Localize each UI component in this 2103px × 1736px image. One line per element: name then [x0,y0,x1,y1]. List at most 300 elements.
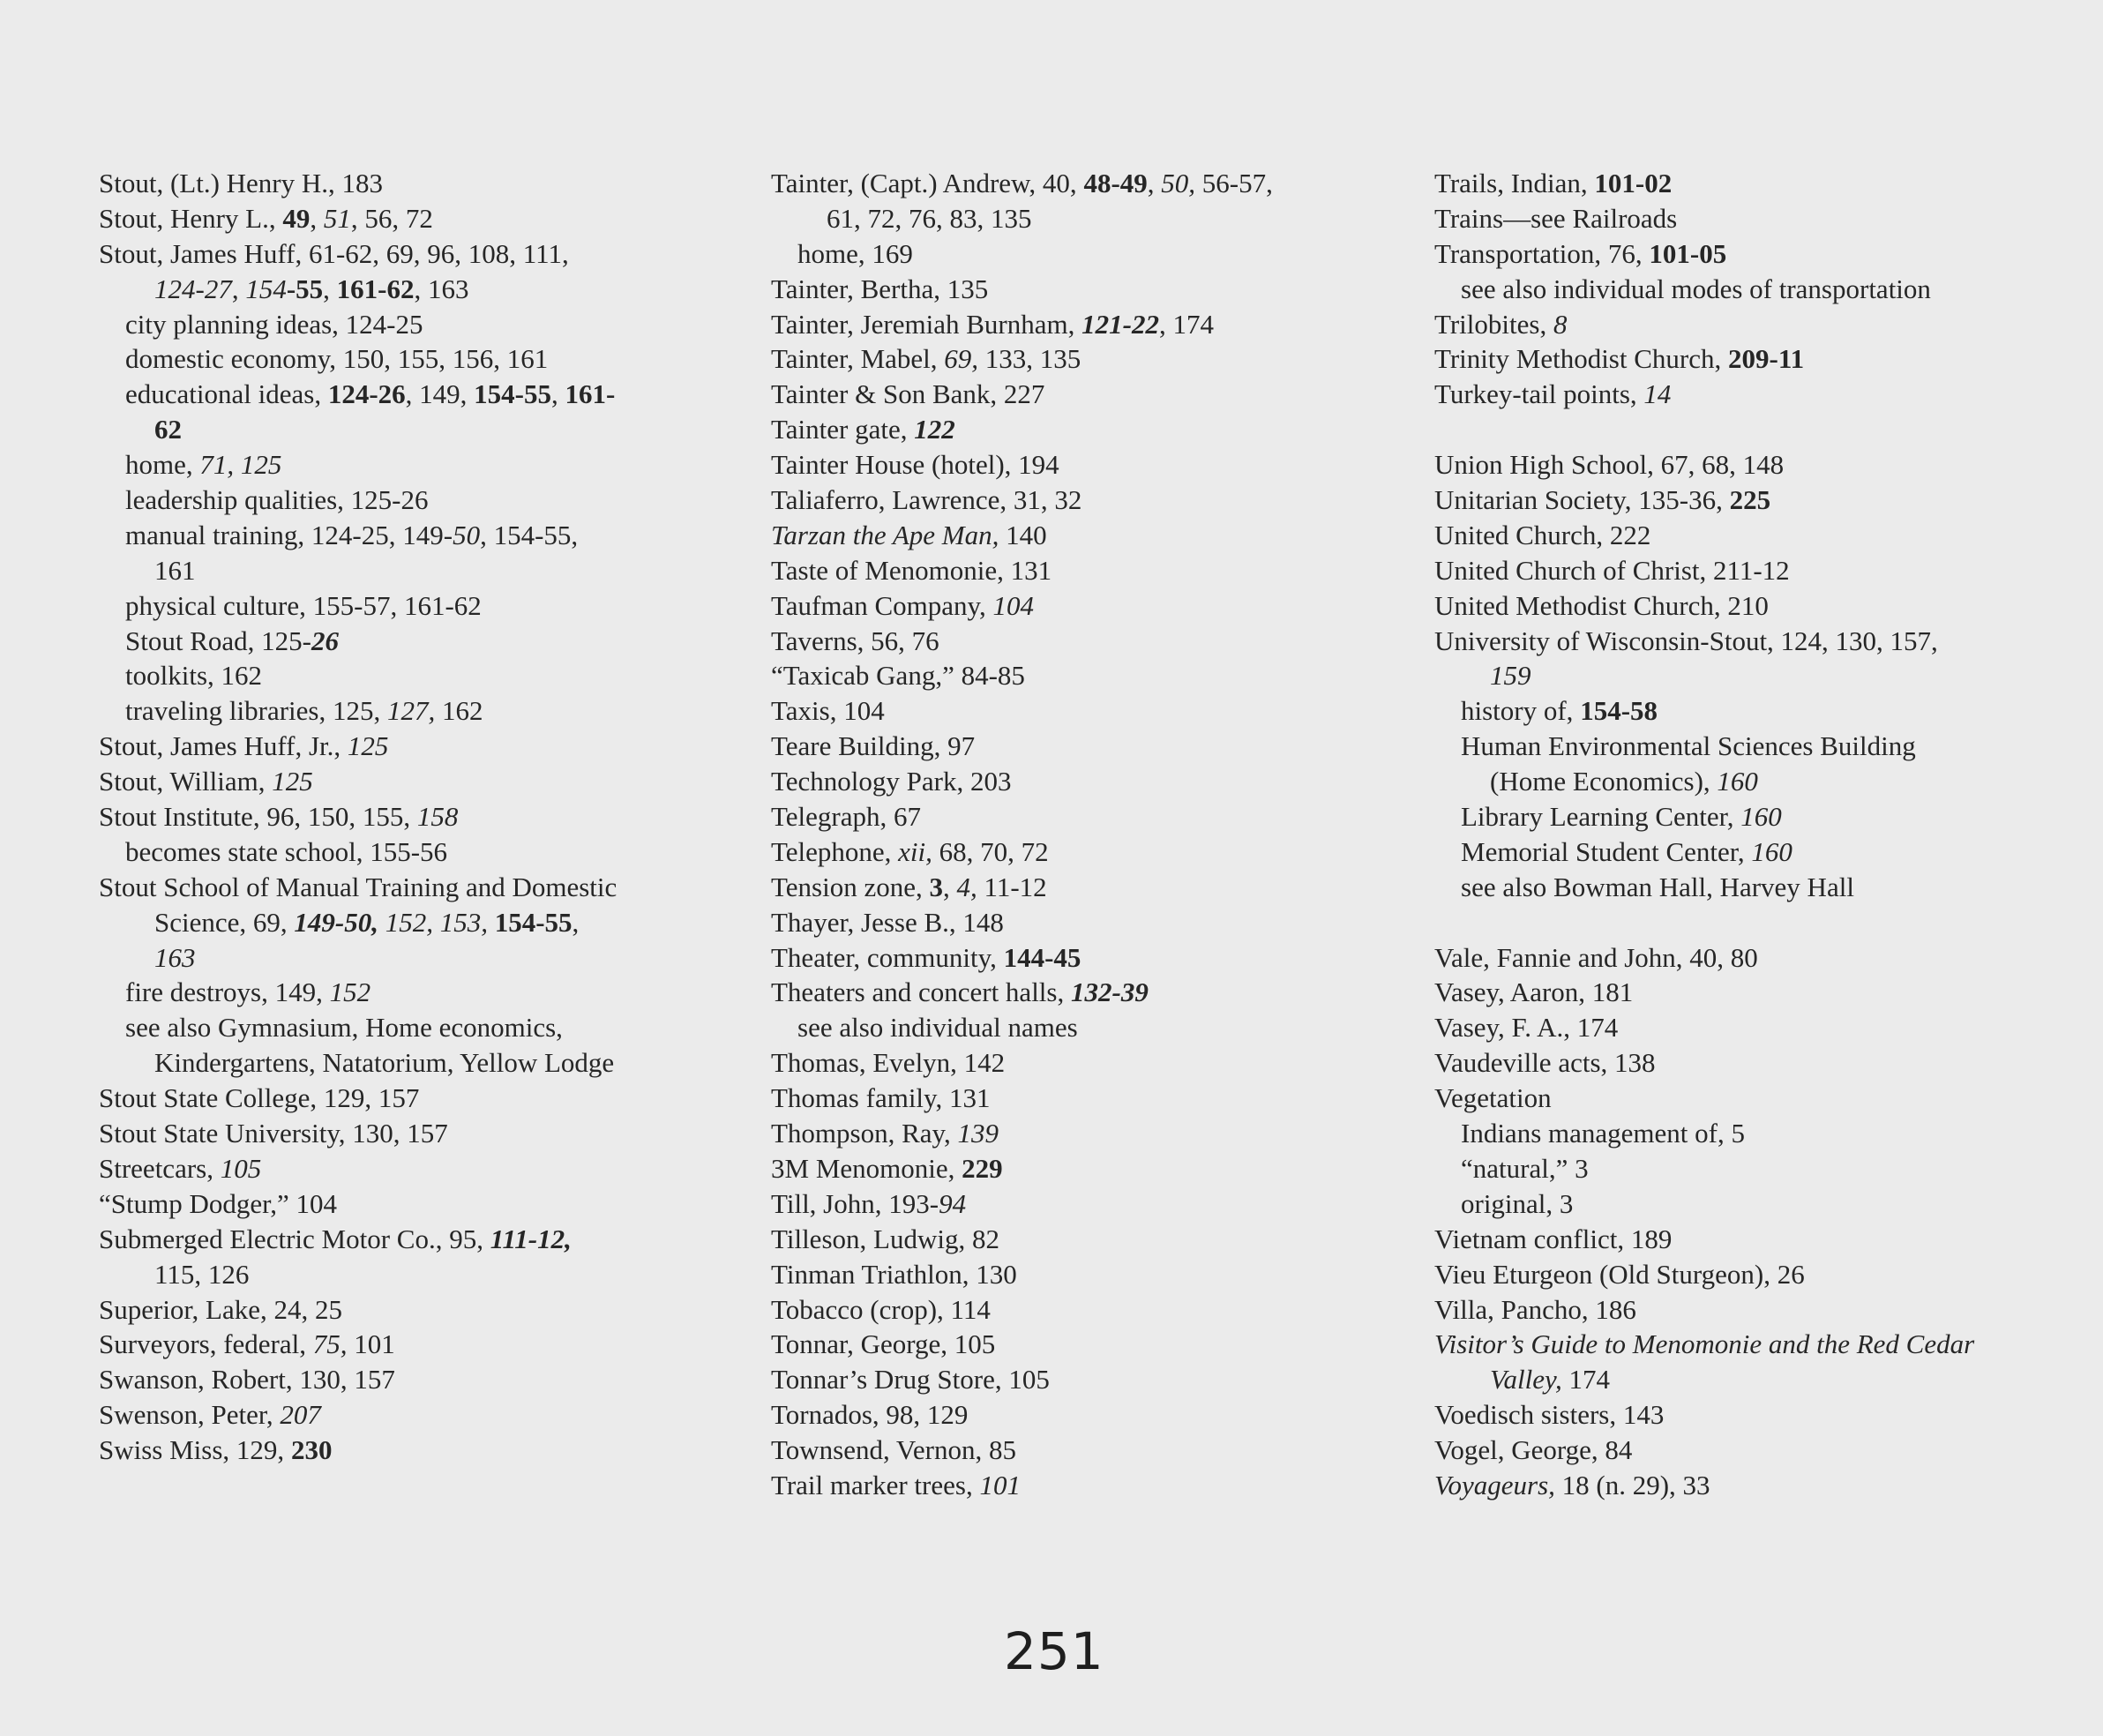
entry-text: Tainter, Bertha, 135 [771,273,989,304]
index-continuation [99,553,716,588]
entry-text: Swenson, Peter, [99,1399,281,1431]
index-entry [771,412,1388,447]
index-entry [771,341,1388,377]
index-subentry [1434,729,2087,764]
entry-text: 160 [1751,835,1792,867]
entry-text: 14 [1643,378,1672,410]
entry-text: Surveyors, federal, [99,1328,313,1360]
index-entry [99,1292,716,1328]
entry-text: Stout School of Manual Training and Domestic [99,871,617,902]
entry-text: 161 [154,554,196,586]
entry-text: Till, John, 193- [771,1187,939,1219]
entry-text: 154-58 [1580,695,1658,727]
entry-text: Stout Institute, 96, 150, 155, [99,801,417,833]
entry-text: Tainter gate, [771,414,915,445]
index-continuation [99,1045,716,1081]
index-entry [1434,1081,2087,1116]
entry-text: see also individual modes of transportation [1461,273,1931,304]
entry-text: University of Wisconsin-Stout, 124, 130, 157, [1434,625,1938,656]
index-entry [771,799,1388,834]
entry-text: see also individual names [797,1012,1078,1044]
entry-text: Trails, Indian, [1434,168,1595,198]
index-entry [1434,166,2087,201]
index-continuation [1434,658,2087,693]
entry-text: , 154-55, [480,519,579,550]
entry-text: Thomas, Evelyn, 142 [771,1047,1006,1079]
index-subentry [99,588,716,624]
entry-text: Visitor’s Guide to Menomonie and the Red Cedar [1434,1328,1975,1360]
entry-text: Science, 69, [154,906,295,938]
index-entry [99,1186,716,1222]
entry-text: 101 [347,1328,395,1360]
entry-text: 124-26 [327,378,406,410]
entry-text: Vasey, Aaron, 181 [1434,976,1634,1008]
index-subentry [771,1010,1388,1045]
entry-text: 174 [1561,1364,1611,1396]
index-entry [771,307,1388,342]
entry-text: 158 [416,801,459,833]
index-entry [1434,588,2087,624]
index-entry [771,1327,1388,1362]
entry-text: 140 [999,519,1047,550]
index-subentry [99,624,716,659]
index-entry [99,1081,716,1116]
entry-text: 18 (n. 29), 33 [1554,1469,1710,1500]
entry-text: Swiss Miss, 129, [99,1434,291,1466]
entry-text: Tension zone, [771,871,930,902]
index-continuation [99,1257,716,1292]
index-entry [99,1151,716,1186]
index-column-3 [1434,166,2087,1503]
entry-text: 125 [347,730,389,762]
entry-text: Villa, Pancho, 186 [1434,1293,1636,1325]
entry-text: , [572,906,580,938]
entry-text: Vieu Eturgeon (Old Sturgeon), 26 [1434,1258,1805,1290]
entry-text: Vegetation [1434,1082,1552,1114]
entry-text: 125 [272,766,313,797]
entry-text: 161-62 [336,273,415,304]
entry-text: Tobacco (crop), 114 [771,1293,991,1325]
entry-text: Unitarian Society, 135-36, [1434,484,1730,516]
entry-text [488,907,495,938]
entry-text: 149-50, [294,906,378,938]
entry-text: Library Learning Center, [1461,801,1741,833]
entry-text: United Church, 222 [1434,519,1651,550]
entry-text: 101 [979,1469,1021,1500]
entry-text: Thomas family, 131 [771,1082,991,1114]
entry-text: Taxis, 104 [771,695,885,727]
entry-text: 48-49 [1083,168,1148,198]
entry-text: 230 [290,1434,333,1466]
entry-text: Taliaferro, Lawrence, 31, 32 [771,484,1082,516]
entry-text: 4, [956,871,977,902]
entry-text: Vasey, F. A., 174 [1434,1012,1619,1044]
entry-text: 124-27 [154,273,232,304]
index-entry [771,518,1388,553]
index-entry [771,588,1388,624]
index-subentry [1434,834,2087,870]
entry-text: manual training, 124-25, 149- [125,519,453,550]
entry-text: Streetcars, [99,1152,221,1184]
index-entry [771,377,1388,412]
entry-text: 50 [453,519,481,550]
entry-text: 162 [435,695,483,727]
entry-text: 152 [329,976,371,1008]
entry-text: 161- [565,378,616,410]
entry-text: Indians management of, 5 [1461,1118,1745,1149]
entry-text: Tainter, Jeremiah Burnham, [771,308,1082,340]
entry-text: 160 [1717,766,1758,797]
index-column-1 [99,166,716,1468]
entry-text: 122 [914,414,955,445]
index-entry [771,1257,1388,1292]
entry-text: 115, 126 [154,1258,250,1290]
entry-text: , [310,202,324,234]
entry-text: , 174 [1158,308,1214,340]
index-entry [1434,518,2087,553]
entry-text: 62 [154,414,182,445]
index-entry [99,870,716,905]
entry-text: Tainter, (Capt.) Andrew, 40, [771,168,1084,198]
entry-text: 229 [962,1152,1003,1184]
entry-text: Tonnar, George, 105 [771,1328,996,1360]
index-entry [771,483,1388,518]
entry-text: Telephone, [771,835,899,867]
entry-text: Tainter House (hotel), 194 [771,449,1059,481]
index-continuation [99,905,716,940]
entry-text: 127, [387,695,436,727]
entry-text: original, 3 [1461,1187,1574,1219]
index-entry [1434,1327,2087,1362]
entry-text: 11-12 [977,871,1047,902]
entry-text: Vogel, George, 84 [1434,1434,1633,1466]
entry-text: Turkey-tail points, [1434,378,1644,410]
index-subentry [1434,1186,2087,1222]
entry-text: 154-55 [474,378,551,410]
index-entry [1434,307,2087,342]
entry-text: 111-12, [490,1223,572,1254]
entry-text: 159 [1490,660,1531,692]
entry-text: , 163 [414,273,469,304]
index-entry [1434,201,2087,236]
entry-text: “natural,” 3 [1461,1152,1589,1184]
index-entry [771,693,1388,729]
index-entry [99,1362,716,1397]
index-entry [1434,1257,2087,1292]
entry-text: 94 [939,1187,967,1219]
page-number: 251 [1004,1621,1104,1681]
index-subentry [99,658,716,693]
index-subentry [1434,1151,2087,1186]
entry-text: -55 [286,273,324,304]
entry-text: , 149, [405,378,475,410]
section-gap [1434,905,2087,940]
entry-text: 163 [154,941,196,973]
index-subentry [99,1010,716,1045]
index-continuation [1434,1362,2087,1397]
index-entry [1434,1045,2087,1081]
entry-text: Theaters and concert halls, [771,976,1071,1008]
entry-text: xii, [898,835,932,867]
index-subentry [1434,1116,2087,1151]
entry-text: Voyageurs, [1434,1469,1555,1500]
entry-text: “Stump Dodger,” 104 [99,1187,337,1219]
entry-text: 51 [323,202,351,234]
entry-text: United Church of Christ, 211-12 [1434,554,1790,586]
index-entry [1434,975,2087,1010]
entry-text: (Home Economics), [1490,766,1718,797]
index-entry [1434,483,2087,518]
entry-text: 61, 72, 76, 83, 135 [827,202,1032,234]
index-entry [771,940,1388,976]
index-entry [1434,940,2087,976]
entry-text: Thayer, Jesse B., 148 [771,906,1004,938]
index-entry [99,1116,716,1151]
index-entry [1434,1010,2087,1045]
index-entry [771,729,1388,764]
entry-text: physical culture, 155-57, 161-62 [125,589,482,621]
index-subentry [771,236,1388,272]
entry-text: Tainter, Mabel, [771,343,945,375]
entry-text: Stout, James Huff, 61-62, 69, 96, 108, 111, [99,237,569,269]
entry-text: Taste of Menomonie, 131 [771,554,1052,586]
entry-text: Teare Building, 97 [771,730,976,762]
entry-text: 225 [1729,484,1771,516]
entry-text: Vaudeville acts, 138 [1434,1047,1656,1079]
index-entry [771,1397,1388,1433]
index-subentry [1434,799,2087,834]
entry-text: 71, 125 [199,449,282,481]
index-entry [99,236,716,272]
entry-text: 8 [1553,308,1568,340]
entry-text: 26 [311,625,339,656]
index-entry [771,1116,1388,1151]
index-entry [771,1186,1388,1222]
index-entry [771,834,1388,870]
index-subentry [1434,870,2087,905]
entry-text: home, [125,449,200,481]
entry-text: Taufman Company, [771,589,993,621]
entry-text: leadership qualities, 125-26 [125,484,429,516]
index-entry [771,658,1388,693]
index-subentry [1434,272,2087,307]
index-entry [1434,1433,2087,1468]
index-entry [1434,1468,2087,1503]
index-entry [99,1327,716,1362]
entry-text: Stout State University, 130, 157 [99,1118,448,1149]
entry-text: 160 [1740,801,1782,833]
entry-text: , [942,871,957,902]
entry-text: Trains—see Railroads [1434,202,1678,234]
entry-text: Thompson, Ray, [771,1118,958,1149]
entry-text: 49 [282,202,311,234]
entry-text: history of, [1461,695,1581,727]
entry-text: Vale, Fannie and John, 40, 80 [1434,941,1758,973]
index-entry [771,1468,1388,1503]
entry-text: Memorial Student Center, [1461,835,1752,867]
index-entry [771,1433,1388,1468]
index-entry [1434,377,2087,412]
entry-text: 144-45 [1003,941,1081,973]
index-entry [771,272,1388,307]
index-subentry [99,341,716,377]
index-subentry [99,518,716,553]
index-entry [771,1045,1388,1081]
entry-text: Kindergartens, Natatorium, Yellow Lodge [154,1047,615,1079]
index-entry [1434,447,2087,483]
entry-text: Theater, community, [771,941,1004,973]
entry-text: Stout, William, [99,766,273,797]
entry-text: Submerged Electric Motor Co., 95, [99,1223,490,1254]
index-entry [99,1222,716,1257]
entry-text: 101-02 [1594,168,1673,198]
entry-text: Stout, Henry L., [99,202,283,234]
entry-text: 154 [245,273,287,304]
entry-text: 50, [1161,168,1196,198]
entry-text: 139 [957,1118,999,1149]
entry-text: becomes state school, 155-56 [125,835,448,867]
entry-text: 105 [220,1152,262,1184]
entry-text: Tinman Triathlon, 130 [771,1258,1017,1290]
index-entry [771,1362,1388,1397]
index-entry [1434,1222,2087,1257]
entry-text: Superior, Lake, 24, 25 [99,1293,342,1325]
entry-text: 104 [992,589,1035,621]
entry-text: home, 169 [797,237,913,269]
entry-text: 121-22 [1081,308,1159,340]
entry-text: Swanson, Robert, 130, 157 [99,1364,395,1396]
entry-text: 101-05 [1649,237,1727,269]
entry-text: 152, 153, [385,906,488,938]
index-entry [1434,624,2087,659]
entry-text: , [231,273,246,304]
entry-text: city planning ideas, 124-25 [125,308,423,340]
entry-text: Valley, [1490,1364,1562,1396]
index-entry [771,764,1388,799]
index-entry [99,764,716,799]
entry-text: Vietnam conflict, 189 [1434,1223,1673,1254]
index-entry [771,1151,1388,1186]
index-entry [771,870,1388,905]
entry-text: Tonnar’s Drug Store, 105 [771,1364,1050,1396]
entry-text: Union High School, 67, 68, 148 [1434,449,1785,481]
entry-text: Taverns, 56, 76 [771,625,939,656]
entry-text: Technology Park, 203 [771,766,1012,797]
entry-text [378,907,385,938]
index-subentry [1434,693,2087,729]
entry-text: Human Environmental Sciences Building [1461,730,1916,762]
index-subentry [99,447,716,483]
index-entry [771,166,1388,201]
entry-text: 133, 135 [978,343,1081,375]
index-entry [99,729,716,764]
section-gap [1434,412,2087,447]
entry-text: see also Gymnasium, Home economics, [125,1012,563,1044]
entry-text: 207 [280,1399,321,1431]
entry-text: , [1147,168,1162,198]
entry-text: traveling libraries, 125, [125,695,387,727]
index-entry [771,1081,1388,1116]
entry-text: , 56, 72 [350,202,433,234]
index-subentry [99,307,716,342]
entry-text: 209-11 [1728,343,1805,375]
entry-text: Trinity Methodist Church, [1434,343,1728,375]
entry-text: Tarzan the Ape Man, [771,519,999,550]
index-entry [1434,553,2087,588]
entry-text: Stout, James Huff, Jr., [99,730,348,762]
index-entry [1434,1292,2087,1328]
index-entry [99,1397,716,1433]
entry-text: Trail marker trees, [771,1469,980,1500]
index-entry [771,905,1388,940]
entry-text: 69, [944,343,979,375]
entry-text: 75, [312,1328,348,1360]
entry-text: Voedisch sisters, 143 [1434,1399,1665,1431]
index-entry [99,201,716,236]
index-continuation [99,272,716,307]
entry-text: Tilleson, Ludwig, 82 [771,1223,999,1254]
entry-text: United Methodist Church, 210 [1434,589,1769,621]
index-continuation [99,940,716,976]
index-subentry [99,377,716,412]
entry-text: see also Bowman Hall, Harvey Hall [1461,871,1854,902]
entry-text: 154-55 [494,906,573,938]
index-subentry [99,834,716,870]
index-column-2 [771,166,1388,1503]
entry-text: Telegraph, 67 [771,801,921,833]
entry-text: Tainter & Son Bank, 227 [771,378,1045,410]
index-entry [771,447,1388,483]
entry-text: Tornados, 98, 129 [771,1399,969,1431]
index-continuation [99,412,716,447]
index-entry [1434,1397,2087,1433]
index-subentry [99,693,716,729]
entry-text: Stout State College, 129, 157 [99,1082,420,1114]
entry-text: 3M Menomonie, [771,1152,962,1184]
index-continuation [1434,764,2087,799]
index-entry [99,1433,716,1468]
entry-text: Stout, (Lt.) Henry H., 183 [99,168,384,198]
index-entry [771,975,1388,1010]
index-entry [99,799,716,834]
index-entry [771,1222,1388,1257]
entry-text: “Taxicab Gang,” 84-85 [771,660,1025,692]
index-subentry [99,975,716,1010]
entry-text: toolkits, 162 [125,660,263,692]
entry-text: Trilobites, [1434,308,1553,340]
entry-text: 3 [929,871,943,902]
index-continuation [771,201,1388,236]
entry-text: domestic economy, 150, 155, 156, 161 [125,343,549,375]
index-entry [771,624,1388,659]
entry-text: 56-57, [1195,168,1273,198]
entry-text: Transportation, 76, [1434,237,1650,269]
index-entry [99,166,716,201]
index-subentry [99,483,716,518]
index-entry [771,1292,1388,1328]
index-entry [1434,236,2087,272]
entry-text: 68, 70, 72 [932,835,1049,867]
entry-text: , [323,273,337,304]
entry-text: Stout Road, 125- [125,625,311,656]
entry-text: , [550,378,565,410]
entry-text: Townsend, Vernon, 85 [771,1434,1016,1466]
index-entry [771,553,1388,588]
entry-text: educational ideas, [125,378,328,410]
entry-text: fire destroys, 149, [125,976,330,1008]
index-entry [1434,341,2087,377]
entry-text: 132-39 [1071,976,1149,1008]
